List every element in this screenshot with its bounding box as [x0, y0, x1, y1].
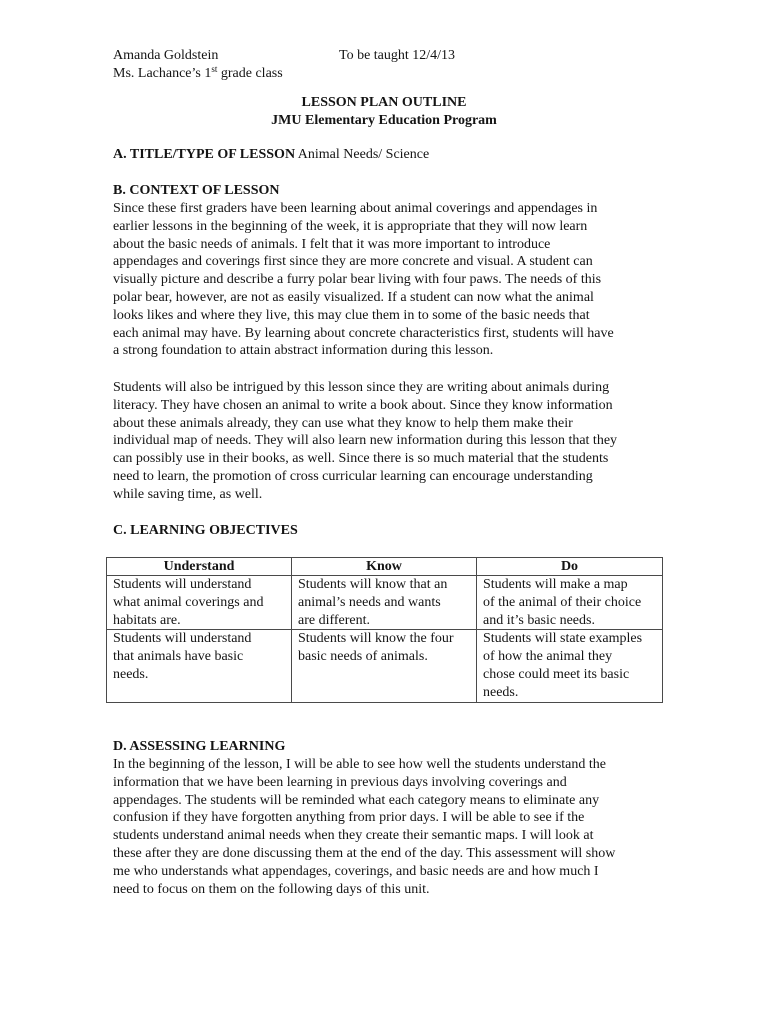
document-title: LESSON PLAN OUTLINE [301, 95, 467, 110]
program-title: JMU Elementary Education Program [271, 113, 497, 128]
column-header-know: Know [292, 558, 477, 576]
table-header-row [107, 558, 663, 576]
table-row [107, 576, 663, 630]
section-b-heading: B. CONTEXT OF LESSON [113, 183, 280, 198]
context-paragraph-1: Since these first graders have been learning about animal coverings and appendages in earlier lessons in the beginning of the week, it is appropriate that they will now learn about the basic needs of animals. I felt that it was more important to introduce appendages and coverings first since they are more concrete and visual. A student can visually picture and describe a furry polar bear living with four paws. The needs of this polar bear, however, are not as easily visualized. If a student can now what the animal looks likes and where they live, this may clue them in to some of the basic needs that each animal may have. By learning about concrete characteristics first, students will have a strong foundation to attain abstract information during this lesson. [113, 201, 614, 359]
section-d-heading: D. ASSESSING LEARNING [113, 739, 286, 754]
assessment-paragraph: In the beginning of the lesson, I will be able to see how well the students understand the information that we have been learning in previous days involving coverings and appendages. The students will be reminded what each category means to eliminate any confusion if they have forgotten anything from prior days. I will be able to see if the students understand animal needs when they create their semantic maps. I will look at these after they are done discussing them at the end of the day. This assessment will show me who understands what appendages, coverings, and basic needs are and how much I need to focus on them on the following days of this unit. [113, 757, 616, 897]
author-name: Amanda Goldstein [113, 48, 219, 63]
learning-objectives-table [106, 557, 663, 703]
teach-date: To be taught 12/4/13 [339, 48, 456, 63]
table-cell: Students will make a map of the animal of their choice and it’s basic needs. [477, 576, 663, 630]
column-header-do: Do [477, 558, 663, 576]
table-cell: Students will state examples of how the animal they chose could meet its basic needs. [477, 630, 663, 702]
table-cell: Students will understand what animal coverings and habitats are. [107, 576, 292, 630]
section-a-heading: A. TITLE/TYPE OF LESSON Animal Needs/ Science [113, 147, 430, 162]
class-name: Ms. Lachance’s 1st grade class [113, 64, 283, 81]
table-cell: Students will understand that animals have basic needs. [107, 630, 292, 702]
table-cell: Students will know the four basic needs of animals. [292, 630, 477, 702]
table-row [107, 630, 663, 702]
section-c-heading: C. LEARNING OBJECTIVES [113, 523, 298, 538]
context-paragraph-2: Students will also be intrigued by this lesson since they are writing about animals during literacy. They have chosen an animal to write a book about. Since they know information about these animals already, they can use what they know to help them make their individual map of needs. They will also learn new information during this lesson that they can possibly use in their books, as well. Since there is so much material that the students need to learn, the promotion of cross curricular learning can encourage understanding while saving time, as well. [113, 380, 618, 502]
table-cell: Students will know that an animal’s needs and wants are different. [292, 576, 477, 630]
column-header-understand: Understand [107, 558, 292, 576]
